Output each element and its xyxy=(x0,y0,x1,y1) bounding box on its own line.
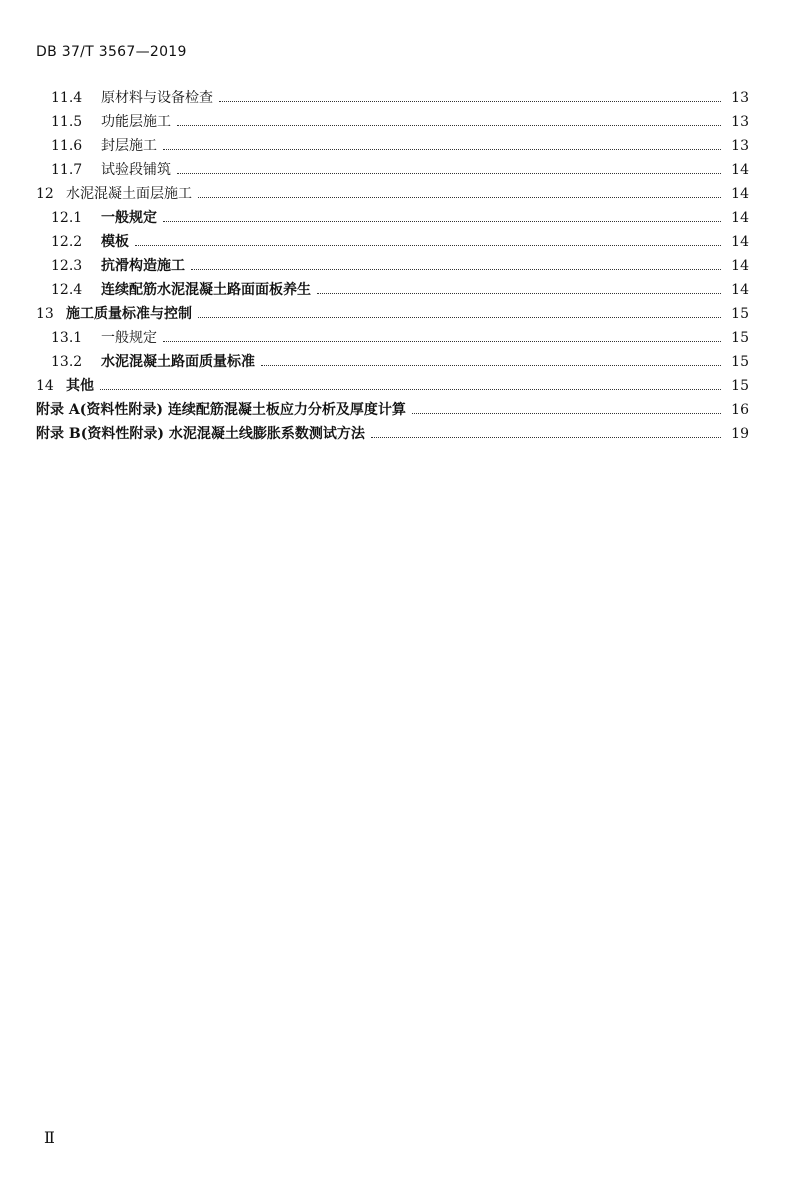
toc-entry-11-4[interactable] xyxy=(36,86,749,110)
toc-entry-number: 11.7 xyxy=(51,162,83,178)
toc-entry-page: 14 xyxy=(731,162,749,178)
toc-entry-title: 附录 B(资料性附录) 水泥混凝土线膨胀系数测试方法 xyxy=(36,426,365,442)
toc-entry-11-5[interactable] xyxy=(36,110,749,134)
toc-entry-number: 14 xyxy=(36,378,54,394)
dot-leader xyxy=(100,389,721,390)
toc-entry-11-6[interactable] xyxy=(36,134,749,158)
toc-entry-14[interactable] xyxy=(36,374,749,398)
toc-entry-title: 抗滑构造施工 xyxy=(101,258,185,274)
toc-entry-page: 15 xyxy=(731,378,749,394)
toc-entry-title: 一般规定 xyxy=(101,330,157,346)
toc-entry-appendix-a[interactable] xyxy=(36,398,749,422)
toc-entry-number: 12.2 xyxy=(51,234,83,250)
toc-entry-13-2[interactable] xyxy=(36,350,749,374)
dot-leader xyxy=(163,341,721,342)
toc-entry-number: 11.4 xyxy=(51,90,83,106)
toc-entry-title: 施工质量标准与控制 xyxy=(66,306,192,322)
toc-entry-page: 14 xyxy=(731,186,749,202)
dot-leader xyxy=(191,269,721,270)
toc-entry-12-4[interactable] xyxy=(36,278,749,302)
toc-entry-title: 功能层施工 xyxy=(101,114,171,130)
dot-leader xyxy=(198,197,721,198)
toc-entry-number: 13.2 xyxy=(51,354,83,370)
toc-entry-title: 其他 xyxy=(66,378,94,394)
toc-entry-number: 12.4 xyxy=(51,282,83,298)
toc-entry-appendix-b[interactable] xyxy=(36,422,749,446)
toc-entry-12-2[interactable] xyxy=(36,230,749,254)
toc-entry-page: 13 xyxy=(731,90,749,106)
toc-entry-page: 14 xyxy=(731,234,749,250)
toc-entry-page: 14 xyxy=(731,282,749,298)
dot-leader xyxy=(261,365,721,366)
toc-entry-title: 水泥混凝土面层施工 xyxy=(66,186,192,202)
toc-entry-13-1[interactable] xyxy=(36,326,749,350)
table-of-contents xyxy=(36,86,749,446)
toc-entry-number: 11.5 xyxy=(51,114,83,130)
dot-leader xyxy=(219,101,721,102)
toc-entry-page: 14 xyxy=(731,258,749,274)
toc-entry-number: 12 xyxy=(36,186,54,202)
toc-entry-page: 19 xyxy=(731,426,749,442)
page-number-footer: Ⅱ xyxy=(44,1128,55,1147)
dot-leader xyxy=(163,149,721,150)
dot-leader xyxy=(163,221,721,222)
toc-entry-number: 13 xyxy=(36,306,54,322)
dot-leader xyxy=(317,293,721,294)
toc-entry-12[interactable] xyxy=(36,182,749,206)
toc-entry-number: 13.1 xyxy=(51,330,83,346)
toc-entry-page: 15 xyxy=(731,330,749,346)
dot-leader xyxy=(135,245,721,246)
dot-leader xyxy=(177,125,721,126)
toc-entry-page: 15 xyxy=(731,354,749,370)
toc-entry-page: 13 xyxy=(731,114,749,130)
toc-entry-title: 原材料与设备检查 xyxy=(101,90,213,106)
toc-entry-title: 模板 xyxy=(101,234,129,250)
toc-entry-12-1[interactable] xyxy=(36,206,749,230)
toc-entry-title: 附录 A(资料性附录) 连续配筋混凝土板应力分析及厚度计算 xyxy=(36,402,406,418)
toc-entry-title: 试验段铺筑 xyxy=(101,162,171,178)
dot-leader xyxy=(177,173,721,174)
toc-entry-number: 11.6 xyxy=(51,138,83,154)
toc-entry-page: 13 xyxy=(731,138,749,154)
toc-entry-11-7[interactable] xyxy=(36,158,749,182)
dot-leader xyxy=(371,437,721,438)
toc-entry-title: 封层施工 xyxy=(101,138,157,154)
toc-entry-page: 15 xyxy=(731,306,749,322)
toc-entry-12-3[interactable] xyxy=(36,254,749,278)
dot-leader xyxy=(198,317,721,318)
toc-entry-page: 14 xyxy=(731,210,749,226)
document-id-header: DB 37/T 3567—2019 xyxy=(36,44,187,60)
toc-entry-title: 水泥混凝土路面质量标准 xyxy=(101,354,255,370)
toc-entry-number: 12.3 xyxy=(51,258,83,274)
toc-entry-title: 一般规定 xyxy=(101,210,157,226)
toc-entry-13[interactable] xyxy=(36,302,749,326)
toc-entry-title: 连续配筋水泥混凝土路面面板养生 xyxy=(101,282,311,298)
toc-entry-number: 12.1 xyxy=(51,210,83,226)
dot-leader xyxy=(412,413,721,414)
toc-entry-page: 16 xyxy=(731,402,749,418)
